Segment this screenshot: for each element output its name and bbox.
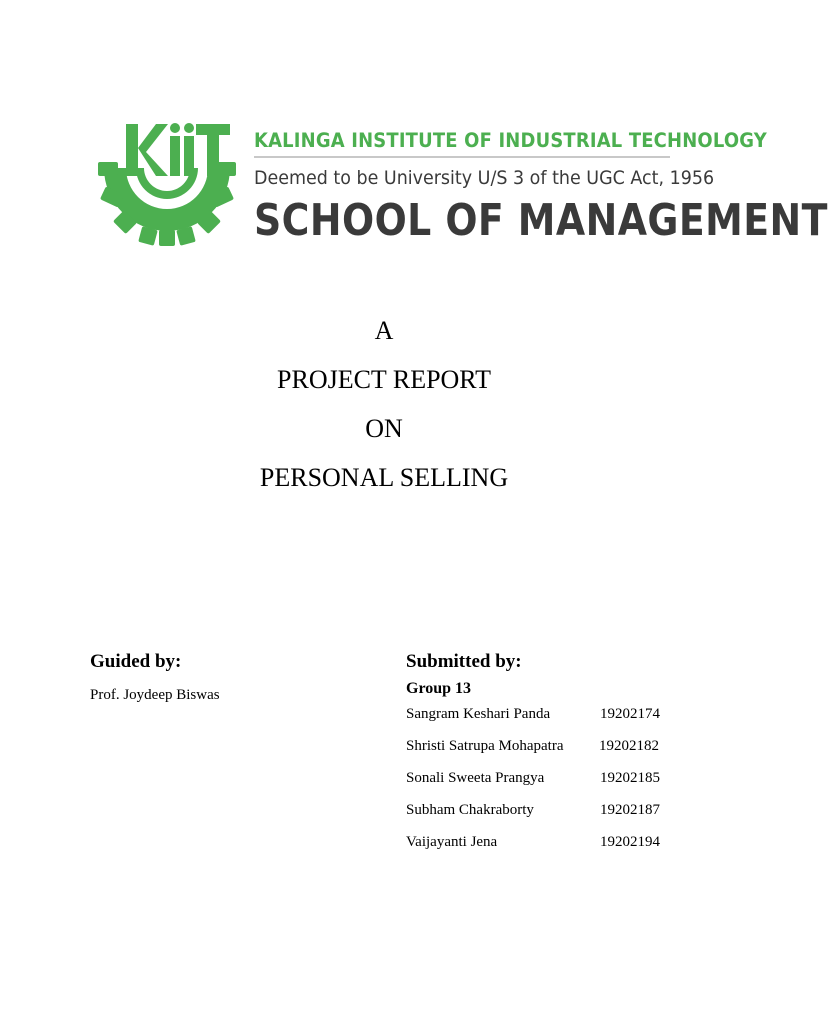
member-name: Subham Chakraborty [406, 802, 534, 818]
institute-name: KALINGA INSTITUTE OF INDUSTRIAL TECHNOLOGY [254, 129, 767, 152]
member-name: Sangram Keshari Panda [406, 706, 551, 722]
submitted-by-section [406, 649, 706, 864]
accreditation-line: Deemed to be University U/S 3 of the UGC Act, 1956 [254, 167, 715, 189]
submitted-by-heading: Submitted by: [406, 651, 522, 672]
member-list [406, 704, 706, 864]
kiit-logo-emblem [96, 122, 238, 246]
report-title [0, 306, 768, 502]
title-line-topic: PERSONAL SELLING [259, 463, 509, 492]
guide-name: Prof. Joydeep Biswas [90, 687, 220, 703]
school-name: SCHOOL OF MANAGEMENT [254, 195, 828, 246]
title-line-project-report: PROJECT REPORT [277, 365, 491, 394]
member-row [406, 704, 706, 736]
member-name: Shristi Satrupa Mohapatra [406, 738, 564, 754]
member-row [406, 800, 706, 832]
group-label: Group 13 [406, 680, 472, 697]
member-name: Vaijayanti Jena [406, 834, 498, 850]
member-id: 19202187 [600, 802, 660, 818]
member-id: 19202194 [600, 834, 660, 850]
guided-by-heading: Guided by: [90, 651, 182, 672]
member-row [406, 832, 706, 864]
member-name: Sonali Sweeta Prangya [406, 770, 545, 786]
member-id: 19202174 [600, 706, 660, 722]
member-row [406, 736, 706, 768]
guided-by-section [90, 649, 220, 705]
member-row [406, 768, 706, 800]
member-id: 19202182 [599, 738, 659, 754]
title-line-a: A [374, 316, 394, 345]
logo-divider [254, 156, 670, 158]
title-line-on: ON [365, 414, 403, 443]
logo-text-block [254, 126, 828, 248]
member-id: 19202185 [600, 770, 660, 786]
